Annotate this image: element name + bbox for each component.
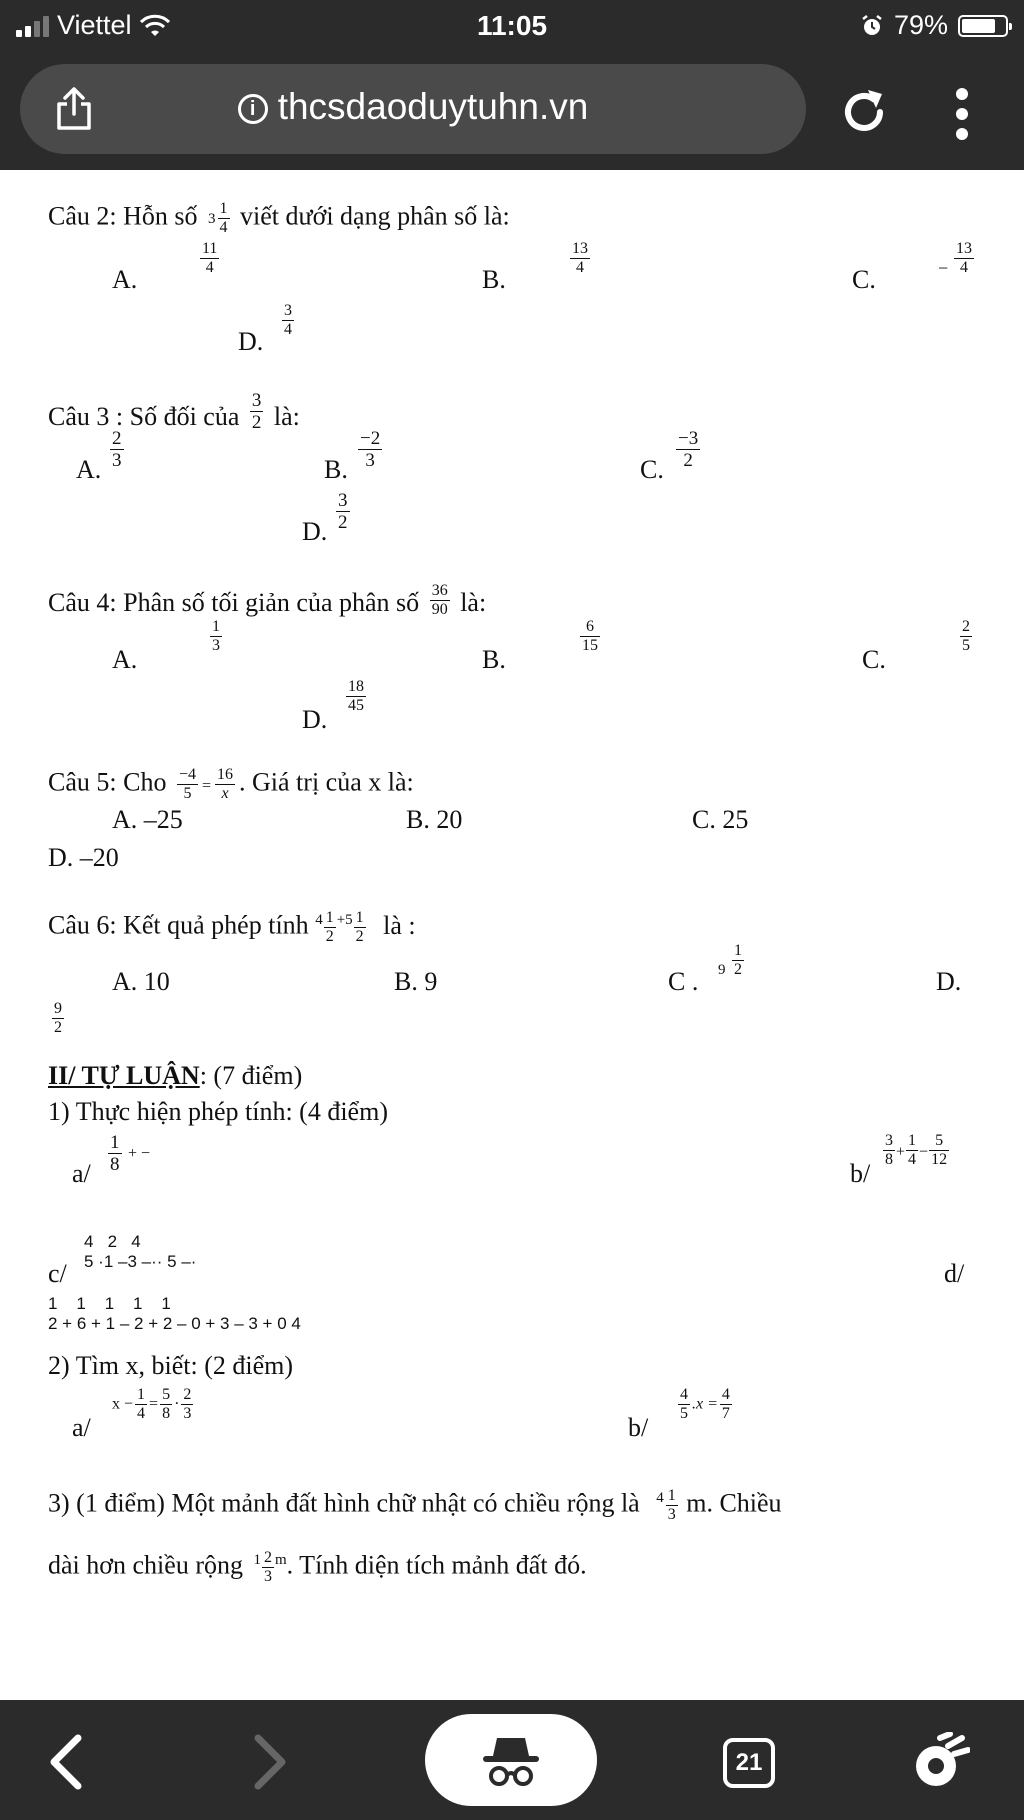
task-3-line-1 [48,1482,782,1524]
part-2-title: II/ TỰ LUẬN [48,1061,200,1090]
q3-text: Câu 3 : Số đối của [48,402,240,431]
q3-option-b-value: $\frac{-2}{3}$ [360,428,381,471]
task-1a-label: a/ [72,1159,91,1188]
clock: 11:05 [476,10,548,41]
task-2b-expression: $\frac{4}{5}$ .x = $\frac{4}{7}$ [680,1386,730,1422]
q3-option-c-label: C. [640,455,664,484]
battery-icon [958,15,1008,37]
q4-option-a-value: $\frac{1}{3}$ [212,618,220,654]
task-3-text-1-suffix: m. Chiều [686,1488,782,1518]
q2-mixed-whole: 3 [208,210,216,227]
part-2-points: : (7 điểm) [199,1061,303,1090]
carrier-name: Viettel [57,10,132,40]
q3-option-d-value: $\frac{3}{2}$ [338,490,348,533]
forward-arrow-icon[interactable] [250,1732,290,1792]
task-3-width-whole: 4 [656,1490,664,1506]
q4-text: Câu 4: Phân số tối giản của phân số [48,588,420,617]
task-3-line-2 [48,1544,587,1586]
task-3-text-1: 3) (1 điểm) Một mảnh đất hình chữ nhật có chiều rộng là [48,1488,640,1518]
q2-option-a-value: $\frac{11}{4}$ [202,240,218,276]
task-3-length-unit: m [274,1552,287,1568]
task-2-title: 2) Tìm x, biết: (2 điểm) [48,1351,294,1380]
info-icon[interactable]: i [238,94,268,124]
web-page-content [0,170,1024,1700]
q4-option-b-value: $\frac{6}{15}$ [582,618,598,654]
extensions-icon[interactable] [910,1732,970,1792]
q6-text: Câu 6: Kết quả phép tính [48,910,309,940]
task-1c-label: c/ [48,1259,67,1288]
task-1c-bottom: 5 ·1 –3 –·· 5 –· [84,1252,197,1271]
q5-suffix: . Giá trị của x là: [239,767,414,797]
question-6 [48,904,416,946]
q3-option-a-label: A. [76,455,102,484]
q4-option-d-value: $\frac{18}{45}$ [348,678,364,714]
task-3-text-2: dài hơn chiều rộng [48,1550,243,1580]
alarm-icon [860,14,884,38]
q6-option-c-whole: 9 [718,962,726,978]
q6-option-d-label: D. [936,967,962,996]
battery-group [860,10,1008,41]
q6-option-a: A. 10 [112,967,170,996]
q4-option-a-label: A. [112,645,138,674]
incognito-icon [479,1728,543,1792]
q2-option-d-value: $\frac{3}{4}$ [284,302,292,338]
task-1c-top: 4 2 4 [84,1232,141,1251]
q4-option-c-value: $\frac{2}{5}$ [962,618,970,654]
q3-fraction: $\frac{3}{2}$ [251,390,262,433]
q5-left-fraction: $\frac{-4}{5}$ [178,766,196,802]
task-3-length-whole: 1 [253,1552,261,1568]
q4-option-c-label: C. [862,645,886,674]
q6-whole-2: 5 [345,912,353,928]
q6-fraction-2: $\frac{1}{2}$ [355,909,364,946]
status-bar [0,0,1024,52]
task-2a-expression: x − $\frac{1}{4}$ = $\frac{5}{8}$ · $\frac{2}{3}$ [112,1386,192,1422]
menu-icon[interactable] [948,84,976,140]
task-3-width-fraction: $\frac{1}{3}$ [667,1487,676,1524]
q6-suffix: là : [383,910,416,940]
q2-text: Câu 2: Hỗn số [48,201,198,231]
q5-equals: = [201,777,212,795]
q2-option-a-label: A. [112,265,138,294]
q6-fraction-1: $\frac{1}{2}$ [325,909,334,946]
q3-option-b-label: B. [324,455,348,484]
reload-icon[interactable] [838,86,890,138]
q3-option-d-label: D. [302,517,328,546]
q2-option-c-value: $\frac{13}{4}$ [956,240,972,276]
task-1c-expression [84,1232,196,1272]
tabs-button[interactable]: 21 [723,1738,775,1788]
q5-option-b: B. 20 [406,805,463,834]
browser-top-bar [0,0,1024,170]
q5-text: Câu 5: Cho [48,767,167,797]
task-3-text-2-suffix: . Tính diện tích mảnh đất đó. [286,1550,587,1580]
url-display[interactable] [20,86,806,128]
q5-option-a: A. –25 [112,805,183,834]
question-2 [48,200,510,237]
q6-option-d-value: $\frac{9}{2}$ [54,1000,62,1036]
q4-fraction: $\frac{36}{90}$ [431,582,448,618]
url-domain: thcsdaoduytuhn.vn [277,86,589,127]
q4-suffix: là: [460,588,487,617]
address-bar[interactable] [20,64,806,154]
q3-option-c-value: $\frac{-3}{2}$ [678,428,699,471]
incognito-button[interactable] [425,1714,597,1806]
q2-suffix: viết dưới dạng phân số là: [240,201,510,231]
task-2a-label: a/ [72,1413,91,1442]
q2-option-c-label: C. [852,265,876,294]
task-1b-expression: $\frac{3}{8}$ + $\frac{1}{4}$ − $\frac{5}{12}$ [885,1132,948,1168]
q6-option-c-fraction: $\frac{1}{2}$ [734,942,742,978]
q3-option-a-value: $\frac{2}{3}$ [112,428,122,471]
task-2b-label: b/ [628,1413,649,1442]
q4-option-d-label: D. [302,705,328,734]
battery-percent: 79% [893,10,948,40]
q6-plus: + [336,912,346,928]
question-4 [48,582,486,619]
task-1-title: 1) Thực hiện phép tính: (4 điểm) [48,1097,388,1126]
q2-option-c-sign: − [938,258,949,278]
q5-option-d: D. –20 [48,843,119,872]
q3-suffix: là: [273,402,300,431]
q6-option-c-label: C . [668,967,699,996]
task-1d-bottom: 2 + 6 + 1 – 2 + 2 – 0 + 3 – 3 + 0 4 [48,1314,301,1333]
browser-bottom-toolbar [0,1700,1024,1820]
q5-right-fraction: $\frac{16}{x}$ [217,766,234,802]
task-1a-tail: + − [128,1145,151,1162]
q4-option-b-label: B. [482,645,506,674]
q6-whole-1: 4 [315,912,323,928]
q2-option-b-value: $\frac{13}{4}$ [572,240,588,276]
q2-mixed-fraction: $\frac{1}{4}$ [219,200,228,236]
question-3 [48,390,300,433]
part-2-heading [48,1060,302,1092]
task-1d-label: d/ [944,1259,965,1288]
q2-option-b-label: B. [482,265,506,294]
task-1d-top: 1 1 1 1 1 [48,1294,171,1313]
task-1d-expression [48,1294,301,1334]
task-1a-fraction: $\frac{1}{8}$ [110,1132,120,1175]
q2-option-d-label: D. [238,327,264,356]
battery-level [962,19,995,33]
task-3-length-fraction: $\frac{2}{3}$ [263,1549,272,1586]
question-5 [48,766,414,803]
back-arrow-icon[interactable] [46,1732,86,1792]
q5-option-c: C. 25 [692,805,749,834]
q6-option-b: B. 9 [394,967,438,996]
task-1b-label: b/ [850,1159,871,1188]
